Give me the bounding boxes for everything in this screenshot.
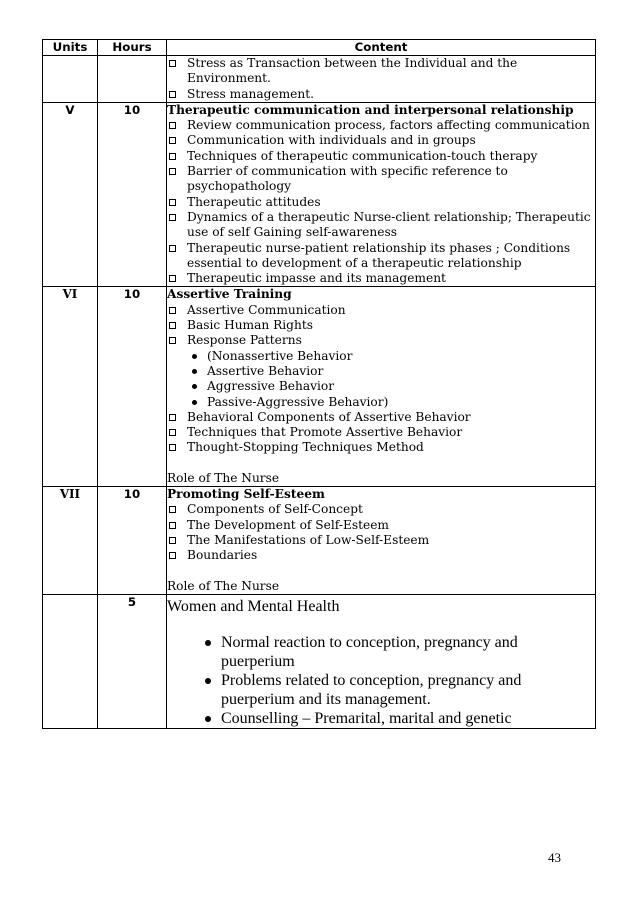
bullet-list: [167, 56, 595, 102]
checkbox-bullet-icon: [169, 91, 176, 98]
list-item: Barrier of communication with specific reference to psychopathology: [167, 164, 595, 195]
list-item: Review communication process, factors affecting communication: [167, 118, 595, 133]
bullet-list: [167, 502, 595, 563]
unit-cell: VII: [43, 487, 98, 595]
list-item: Stress management.: [167, 87, 595, 102]
hours-cell: 10: [98, 487, 167, 595]
content-cell: [167, 102, 596, 287]
bullet-list: [167, 118, 595, 286]
checkbox-bullet-icon: [169, 307, 176, 314]
table-row: [43, 102, 596, 287]
checkbox-bullet-icon: [169, 137, 176, 144]
header-row: [43, 40, 596, 56]
list-item: Assertive Behavior: [167, 364, 595, 379]
list-item: Therapeutic impasse and its management: [167, 271, 595, 286]
dot-bullet-icon: [205, 678, 211, 684]
table-row: [43, 287, 596, 487]
content-header: Content: [167, 40, 596, 56]
checkbox-bullet-icon: [169, 522, 176, 529]
checkbox-bullet-icon: [169, 414, 176, 421]
hours-cell: 10: [98, 287, 167, 487]
checkbox-bullet-icon: [169, 429, 176, 436]
checkbox-bullet-icon: [169, 214, 176, 221]
section-title: Therapeutic communication and interpersonal relationship: [167, 102, 574, 117]
bullet-list: [167, 303, 595, 349]
section-title: Women and Mental Health: [167, 597, 340, 615]
bullet-list: [167, 410, 595, 456]
content-cell: [167, 594, 596, 728]
hours-cell: 5: [98, 594, 167, 728]
checkbox-bullet-icon: [169, 537, 176, 544]
checkbox-bullet-icon: [169, 552, 176, 559]
checkbox-bullet-icon: [169, 444, 176, 451]
dot-bullet-icon: [205, 716, 211, 722]
checkbox-bullet-icon: [169, 275, 176, 282]
units-header: Units: [43, 40, 98, 56]
checkbox-bullet-icon: [169, 245, 176, 252]
sub-bullet-list: [167, 349, 595, 410]
unit-cell: [43, 594, 98, 728]
list-item: Communication with individuals and in groups: [167, 133, 595, 148]
table-row: [43, 487, 596, 595]
list-item: The Development of Self-Esteem: [167, 518, 595, 533]
list-item: Basic Human Rights: [167, 318, 595, 333]
checkbox-bullet-icon: [169, 199, 176, 206]
list-item: Behavioral Components of Assertive Behavior: [167, 410, 595, 425]
unit-cell: V: [43, 102, 98, 287]
checkbox-bullet-icon: [169, 506, 176, 513]
content-cell: [167, 487, 596, 595]
list-item: Components of Self-Concept: [167, 502, 595, 517]
table-row: [43, 594, 596, 728]
list-item: Boundaries: [167, 548, 595, 563]
dot-bullet-icon: [192, 354, 197, 359]
list-item: Passive-Aggressive Behavior): [167, 395, 595, 410]
hours-header: Hours: [98, 40, 167, 56]
dot-bullet-icon: [192, 369, 197, 374]
checkbox-bullet-icon: [169, 60, 176, 67]
dot-bullet-icon: [205, 640, 211, 646]
content-cell: [167, 287, 596, 487]
list-item: The Manifestations of Low-Self-Esteem: [167, 533, 595, 548]
list-item: Therapeutic nurse-patient relationship its phases ; Conditions essential to development of a therapeutic relationship: [167, 241, 595, 272]
unit-cell: [43, 56, 98, 103]
checkbox-bullet-icon: [169, 122, 176, 129]
list-item: Dynamics of a therapeutic Nurse-client relationship; Therapeutic use of self Gaining self-awareness: [167, 210, 595, 241]
list-item: Counselling – Premarital, marital and genetic: [167, 709, 595, 728]
list-item: Problems related to conception, pregnancy and puerperium and its management.: [167, 671, 595, 709]
section-title: Promoting Self-Esteem: [167, 487, 325, 502]
dot-bullet-icon: [192, 384, 197, 389]
list-item: (Nonassertive Behavior: [167, 349, 595, 364]
list-item: Assertive Communication: [167, 303, 595, 318]
list-item: Aggressive Behavior: [167, 379, 595, 394]
dot-bullet-icon: [192, 400, 197, 405]
checkbox-bullet-icon: [169, 153, 176, 160]
hours-cell: 10: [98, 102, 167, 287]
table-row: [43, 56, 596, 103]
checkbox-bullet-icon: [169, 322, 176, 329]
list-item: Techniques that Promote Assertive Behavior: [167, 425, 595, 440]
page-number: 43: [548, 850, 561, 865]
role-note: Role of The Nurse: [167, 578, 280, 593]
list-item: Thought-Stopping Techniques Method: [167, 440, 595, 455]
list-item: Response Patterns: [167, 333, 595, 348]
unit-cell: VI: [43, 287, 98, 487]
list-item: Techniques of therapeutic communication-touch therapy: [167, 149, 595, 164]
syllabus-table: [42, 39, 596, 729]
checkbox-bullet-icon: [169, 168, 176, 175]
checkbox-bullet-icon: [169, 337, 176, 344]
hours-cell: [98, 56, 167, 103]
list-item: Normal reaction to conception, pregnancy and puerperium: [167, 633, 595, 671]
content-cell: [167, 56, 596, 103]
bullet-list: [167, 633, 595, 728]
role-note: Role of The Nurse: [167, 470, 280, 485]
section-title: Assertive Training: [167, 287, 292, 302]
list-item: Stress as Transaction between the Individual and the Environment.: [167, 56, 595, 87]
list-item: Therapeutic attitudes: [167, 195, 595, 210]
